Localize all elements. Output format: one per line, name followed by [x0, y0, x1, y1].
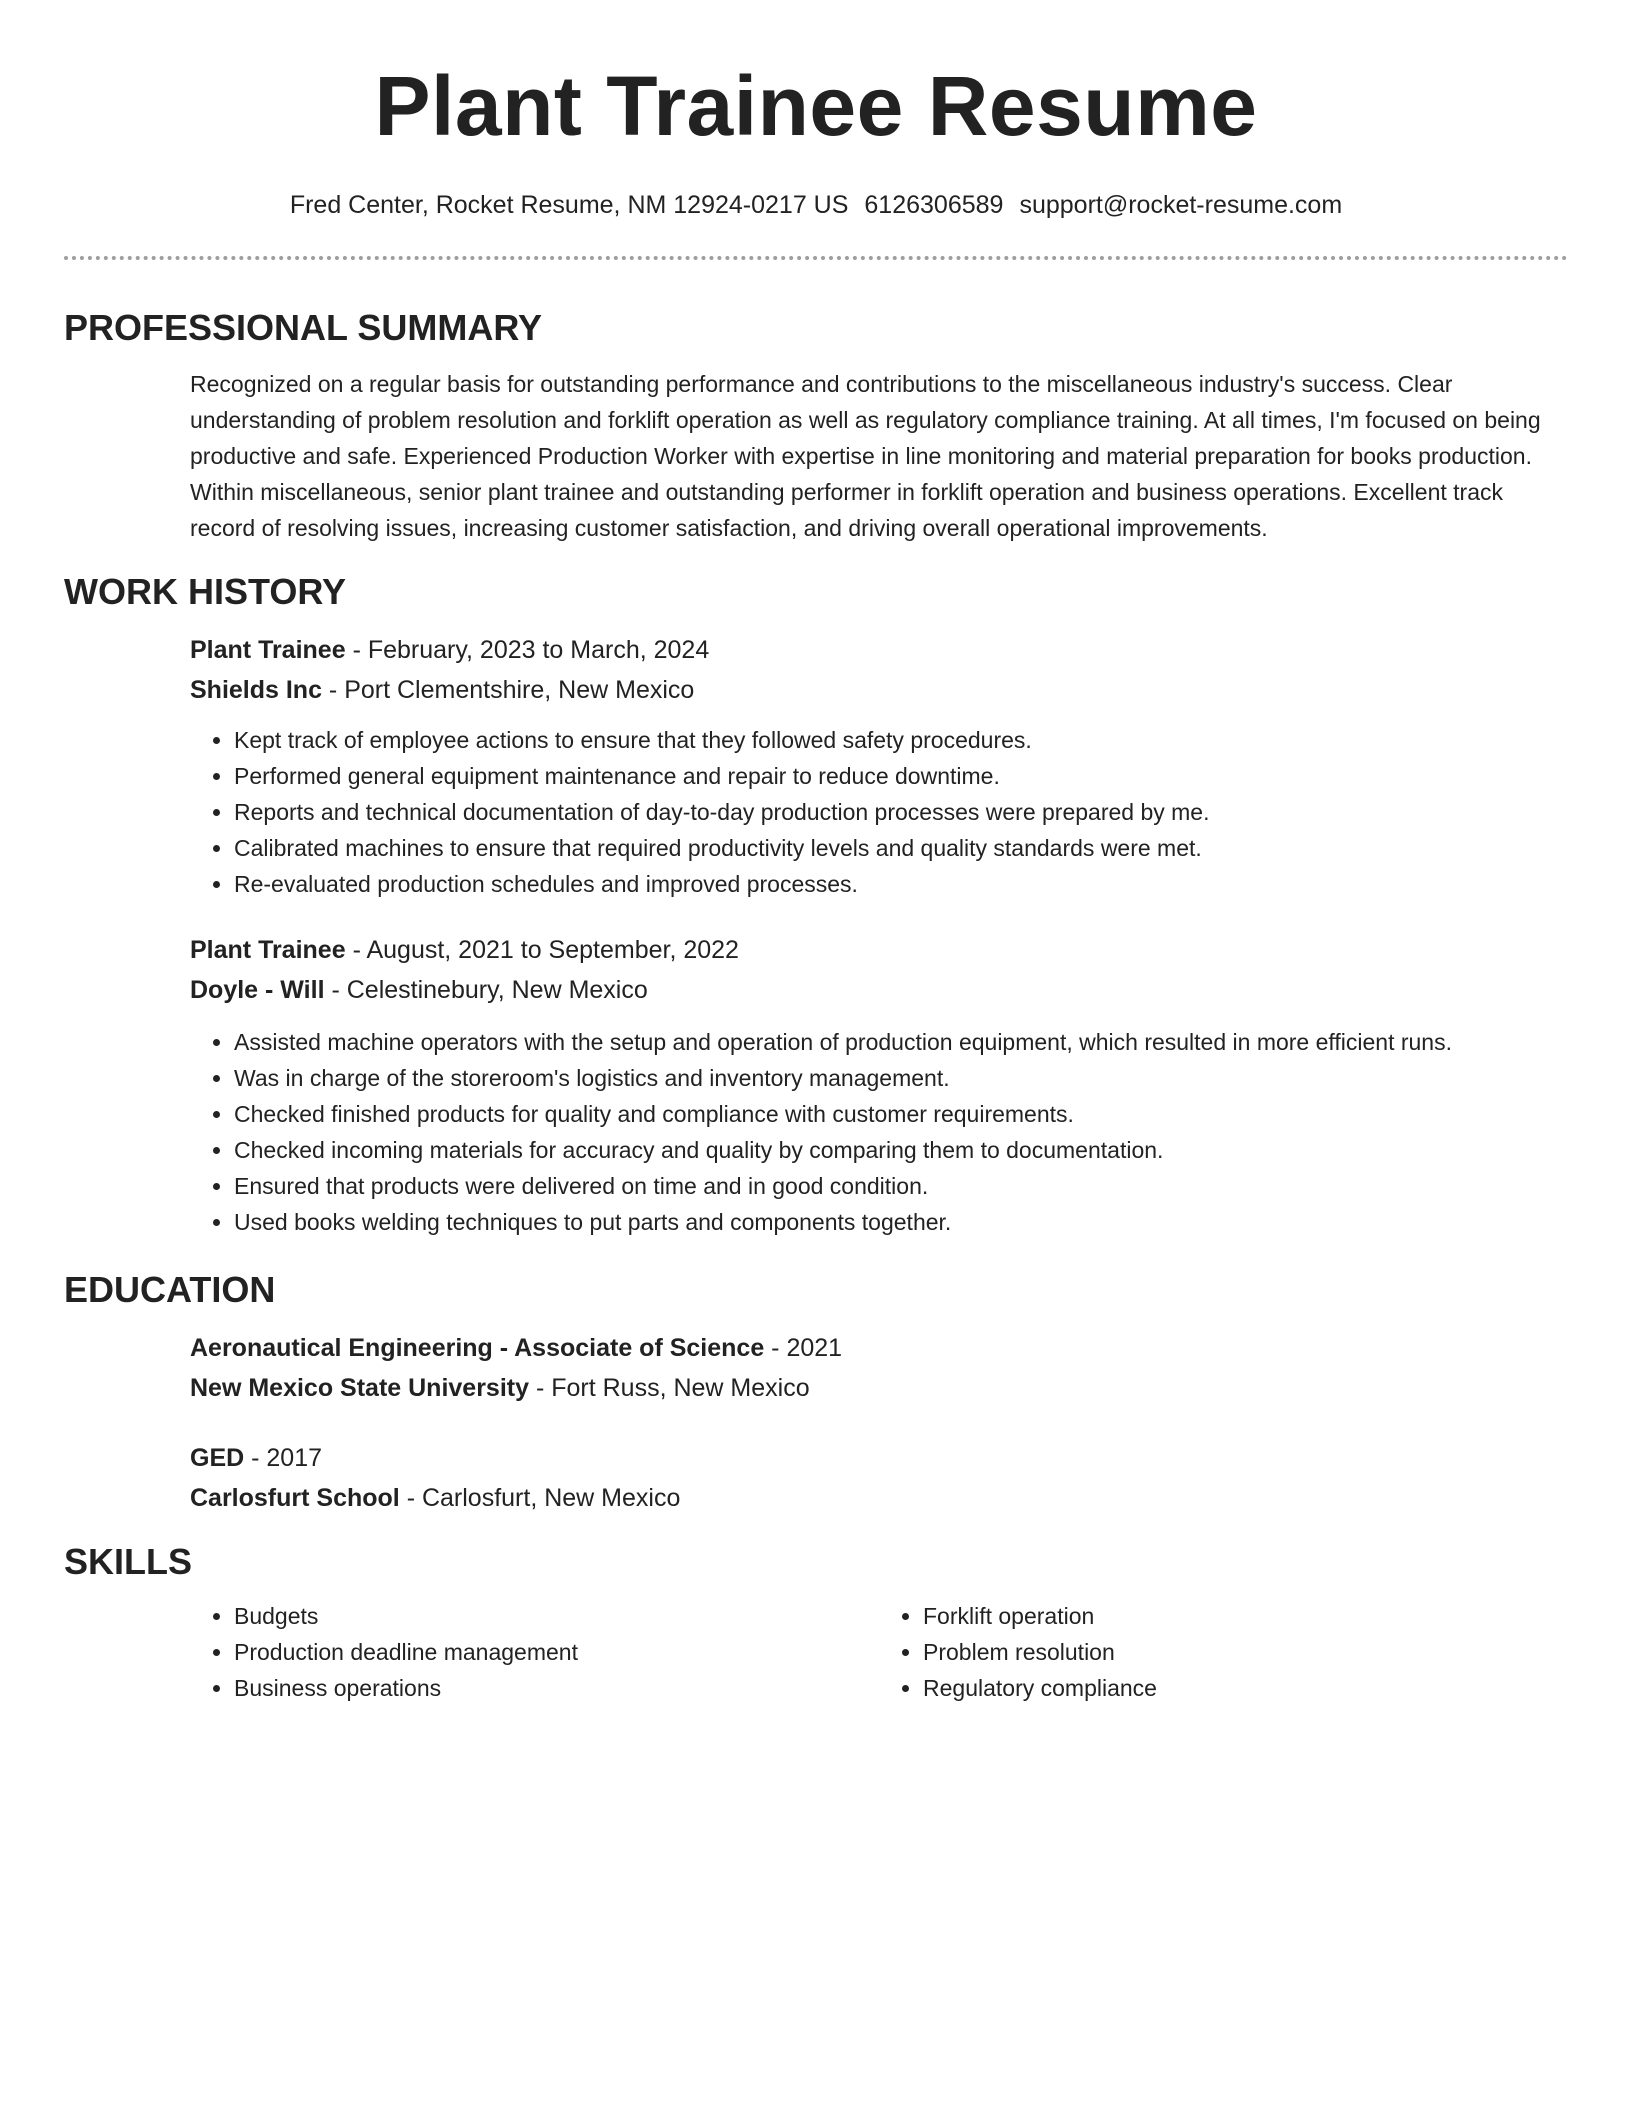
job-bullet: • Used books welding techniques to put parts and components together.: [234, 1204, 1568, 1240]
education-school: Carlosfurt School: [190, 1484, 400, 1512]
skills-list-left: [190, 1598, 879, 1706]
summary-section: [190, 366, 1568, 546]
education-year: - 2021: [764, 1334, 843, 1362]
job-title-line: [190, 630, 1568, 670]
job-bullet: • Reports and technical documentation of day-to-day production processes were prepared by me.: [234, 794, 1568, 830]
skill-item: • Regulatory compliance: [923, 1670, 1568, 1706]
job-bullet: • Calibrated machines to ensure that required productivity levels and quality standards were met.: [234, 830, 1568, 866]
job-bullet: • Kept track of employee actions to ensure that they followed safety procedures.: [234, 722, 1568, 758]
skill-item: • Production deadline management: [234, 1634, 879, 1670]
contact-line: [64, 188, 1568, 222]
education-year: - 2017: [244, 1444, 323, 1472]
education-school-line: [190, 1368, 1568, 1408]
job-title: Plant Trainee: [190, 936, 346, 964]
work-history-heading: WORK HISTORY: [64, 571, 347, 612]
education-degree: Aeronautical Engineering - Associate of Science: [190, 1334, 765, 1362]
education-degree-line: [190, 1328, 1568, 1368]
job-bullet: • Performed general equipment maintenance and repair to reduce downtime.: [234, 758, 1568, 794]
job-title-line: [190, 930, 1568, 970]
skill-item: • Forklift operation: [923, 1598, 1568, 1634]
job-bullets: [190, 1024, 1568, 1240]
job-bullet: • Assisted machine operators with the setup and operation of production equipment, which resulted in more efficient runs.: [234, 1024, 1568, 1060]
education-school-line: [190, 1478, 1568, 1518]
job-bullet: • Checked incoming materials for accuracy and quality by comparing them to documentation.: [234, 1132, 1568, 1168]
education-degree: GED: [190, 1444, 245, 1472]
skill-item: • Budgets: [234, 1598, 879, 1634]
job-bullet: • Was in charge of the storeroom's logistics and inventory management.: [234, 1060, 1568, 1096]
job-bullet: • Checked finished products for quality and compliance with customer requirements.: [234, 1096, 1568, 1132]
skill-item: • Problem resolution: [923, 1634, 1568, 1670]
job-dates: - August, 2021 to September, 2022: [345, 936, 739, 964]
skills-list-right: [879, 1598, 1568, 1706]
job-company: Shields Inc: [190, 676, 322, 704]
job-company-line: [190, 970, 1568, 1010]
job-entry: [190, 930, 1568, 1240]
contact-phone: 6126306589: [864, 191, 1004, 219]
summary-text: Recognized on a regular basis for outstanding performance and contributions to the miscellaneous industry's success. Clear understanding of problem resolution and forklift operation as well as regulatory compliance training. At all times, I'm focused on being productive and safe. Experienced Production Worker with expertise in line monitoring and material preparation for books production. Within miscellaneous, senior plant trainee and outstanding performer in forklift operation and business operations. Excellent track record of resolving issues, increasing customer satisfaction, and driving overall operational improvements.: [190, 371, 1541, 541]
education-entry: [190, 1438, 1568, 1518]
job-company: Doyle - Will: [190, 976, 325, 1004]
skills-grid: [190, 1598, 1568, 1706]
contact-email: support@rocket-resume.com: [1019, 191, 1343, 219]
skill-item: • Business operations: [234, 1670, 879, 1706]
job-entry: [190, 630, 1568, 902]
job-company-line: [190, 670, 1568, 710]
job-title: Plant Trainee: [190, 636, 346, 664]
education-school: New Mexico State University: [190, 1374, 530, 1402]
education-degree-line: [190, 1438, 1568, 1478]
resume-title: Plant Trainee Resume: [374, 59, 1258, 153]
job-bullet: • Re-evaluated production schedules and improved processes.: [234, 866, 1568, 902]
education-location: - Fort Russ, New Mexico: [529, 1374, 810, 1402]
contact-address: Fred Center, Rocket Resume, NM 12924-0217 US: [289, 191, 849, 219]
job-dates: - February, 2023 to March, 2024: [345, 636, 710, 664]
job-bullets: [190, 722, 1568, 902]
education-location: - Carlosfurt, New Mexico: [399, 1484, 681, 1512]
education-heading: EDUCATION: [64, 1269, 276, 1310]
summary-heading: PROFESSIONAL SUMMARY: [64, 307, 543, 348]
job-bullet: • Ensured that products were delivered on time and in good condition.: [234, 1168, 1568, 1204]
job-location: - Celestinebury, New Mexico: [324, 976, 648, 1004]
header-divider: [64, 256, 1568, 260]
skills-heading: SKILLS: [64, 1541, 193, 1582]
education-entry: [190, 1328, 1568, 1408]
job-location: - Port Clementshire, New Mexico: [321, 676, 695, 704]
